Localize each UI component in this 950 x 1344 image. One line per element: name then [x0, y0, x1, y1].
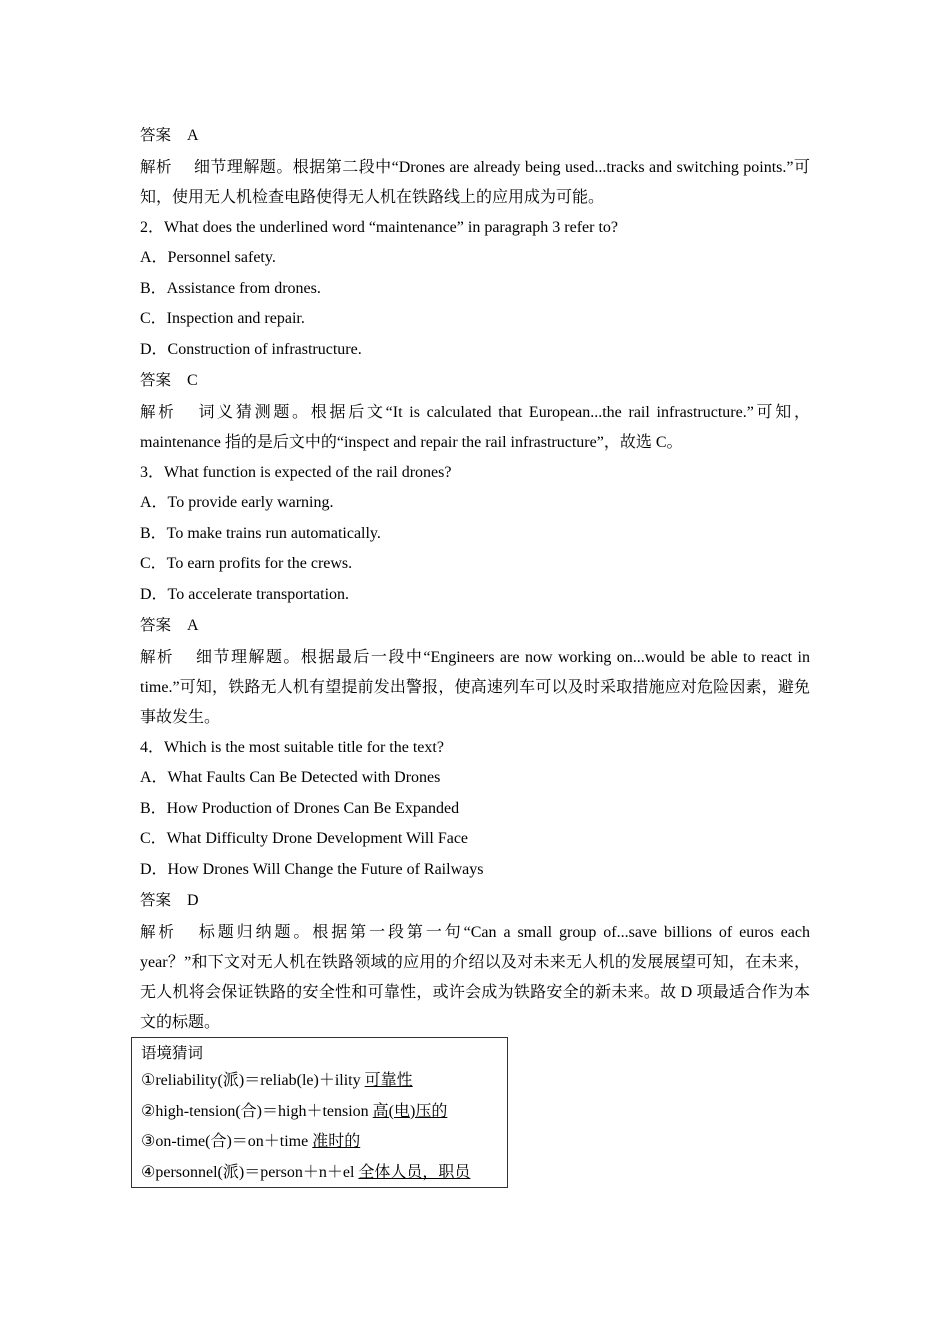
answer-line [140, 365, 810, 397]
option-a: A．To provide early warning. [140, 494, 334, 511]
option-a: A．What Faults Can Be Detected with Drones [140, 769, 441, 786]
answer-label: 答案 [140, 126, 172, 144]
answer-value: A [187, 617, 199, 634]
analysis-paragraph [140, 642, 810, 733]
option-c: C．Inspection and repair. [140, 310, 305, 327]
answer-line [140, 610, 810, 642]
answer-label: 答案 [140, 616, 172, 634]
vocab-formula: ②high-tension(合)＝high＋tension [141, 1102, 369, 1120]
analysis-text: 标题归纳题。根据第一段第一句“Can a small group of...save billions of euros each year？”和下文对无人机在铁路领域的应用的介绍以及对未来无人机的发展展望可知，在未来，无人机将会保证铁路的安全性和可靠性，或许会成为铁路安全的新未来。故 D 项最适合作为本文的标题。 [140, 923, 810, 1031]
answer-value: C [187, 372, 198, 389]
vocab-item [141, 1097, 507, 1128]
option-b: B．Assistance from drones. [140, 279, 321, 297]
analysis-label: 解析 [140, 922, 177, 941]
analysis-paragraph [140, 152, 810, 213]
question-stem: 4．Which is the most suitable title for the text? [140, 738, 444, 756]
answer-label: 答案 [140, 891, 172, 909]
option-a: A．Personnel safety. [140, 249, 276, 266]
vocab-formula: ④personnel(派)＝person＋n＋el [141, 1163, 355, 1181]
analysis-paragraph [140, 397, 810, 458]
option-c: C．What Difficulty Drone Development Will Face [140, 830, 469, 847]
vocab-item [141, 1127, 507, 1158]
analysis-text: 词义猜测题。根据后文“It is calculated that European...the rail infrastructure.”可知，maintenance 指的是后文中的“inspect and repair the rail infrastructure”，故选 C。 [140, 403, 810, 451]
answer-line [140, 120, 810, 152]
option-b: B．How Production of Drones Can Be Expanded [140, 799, 460, 817]
document-body [140, 120, 810, 1038]
answer-value: D [187, 892, 199, 909]
analysis-label: 解析 [140, 157, 172, 176]
answer-label: 答案 [140, 371, 172, 389]
vocab-formula: ③on-time(合)＝on＋time [141, 1133, 309, 1150]
analysis-label: 解析 [140, 402, 177, 421]
analysis-text: 细节理解题。根据最后一段中“Engineers are now working on...would be able to react in time.”可知，铁路无人机有望提前发出警报，使高速列车可以及时采取措施应对危险因素，避免事故发生。 [140, 648, 810, 726]
answer-line [140, 885, 810, 917]
vocab-formula: ①reliability(派)＝reliab(le)＋ility [141, 1072, 361, 1089]
option-d: D．Construction of infrastructure. [140, 340, 362, 358]
answer-value: A [187, 127, 199, 144]
question-stem: 2．What does the underlined word “maintenance” in paragraph 3 refer to? [140, 218, 619, 236]
vocab-item [141, 1066, 507, 1097]
option-d: D．To accelerate transportation. [140, 585, 350, 603]
analysis-label: 解析 [140, 647, 174, 666]
vocab-meaning: 全体人员，职员 [358, 1163, 471, 1181]
analysis-paragraph [140, 917, 810, 1038]
vocab-box-title: 语境猜词 [141, 1044, 204, 1062]
vocab-box [131, 1037, 508, 1188]
analysis-text: 细节理解题。根据第二段中“Drones are already being used...tracks and switching points.”可知，使用无人机检查电路使得无人机在铁路线上的应用成为可能。 [140, 158, 810, 206]
vocab-meaning: 准时的 [312, 1133, 361, 1150]
vocab-item [141, 1158, 507, 1189]
option-c: C．To earn profits for the crews. [140, 555, 353, 572]
option-b: B．To make trains run automatically. [140, 524, 381, 542]
vocab-meaning: 可靠性 [364, 1072, 413, 1089]
question-stem: 3．What function is expected of the rail drones? [140, 463, 452, 481]
vocab-meaning: 高(电)压的 [372, 1102, 448, 1120]
option-d: D．How Drones Will Change the Future of Railways [140, 860, 484, 878]
